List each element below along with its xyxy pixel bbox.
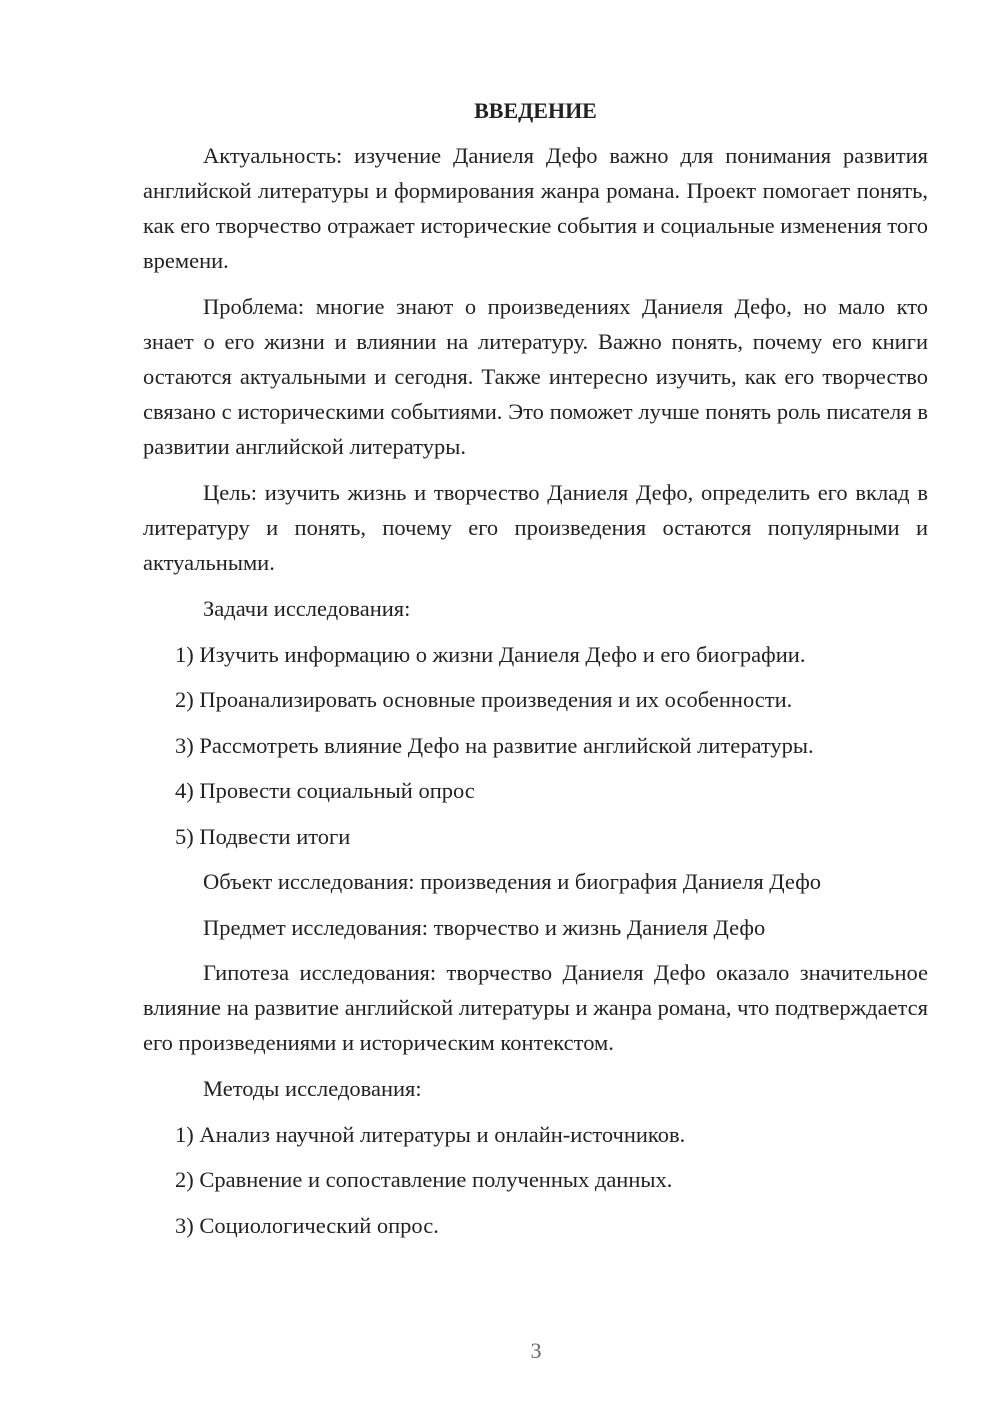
tasks-heading: Задачи исследования:	[203, 596, 411, 621]
task-item: 4) Провести социальный опрос	[175, 778, 475, 803]
method-item: 1) Анализ научной литературы и онлайн-источников.	[175, 1121, 686, 1147]
problem-paragraph: Проблема: многие знают о произведениях Даниеля Дефо, но мало кто знает о его жизни и влиянии на литературу. Важно понять, почему его книги остаются актуальными и сегодня. Также интересно изучить, как его творчество связано с историческими событиями. Это поможет лучше понять роль писателя в развитии английской литературы.	[143, 294, 928, 459]
hypothesis-paragraph: Гипотеза исследования: творчество Даниеля Дефо оказало значительное влияние на развитие английской литературы и жанра романа, что подтверждается его произведениями и историческим контекстом.	[143, 960, 928, 1055]
research-object: Объект исследования: произведения и биография Даниеля Дефо	[203, 869, 822, 894]
methods-list	[143, 1117, 928, 1243]
task-item: 3) Рассмотреть влияние Дефо на развитие английской литературы.	[175, 732, 814, 758]
task-item: 1) Изучить информацию о жизни Даниеля Дефо и его биографии.	[175, 641, 806, 667]
tasks-list	[143, 637, 928, 854]
goal-paragraph: Цель: изучить жизнь и творчество Даниеля Дефо, определить его вклад в литературу и понять, почему его произведения остаются популярными и актуальными.	[143, 480, 928, 575]
task-item: 5) Подвести итоги	[175, 823, 351, 849]
relevance-paragraph: Актуальность: изучение Даниеля Дефо важно для понимания развития английской литературы и формирования жанра романа. Проект помогает понять, как его творчество отражает исторические события и социальные изменения того времени.	[143, 143, 928, 273]
page-title: ВВЕДЕНИЕ	[474, 98, 597, 123]
task-item: 2) Проанализировать основные произведения и их особенности.	[175, 687, 793, 712]
page-number: 3	[530, 1338, 542, 1363]
methods-heading: Методы исследования:	[203, 1076, 422, 1101]
research-subject: Предмет исследования: творчество и жизнь Даниеля Дефо	[203, 914, 766, 940]
page-content	[143, 93, 928, 1253]
method-item: 2) Сравнение и сопоставление полученных данных.	[175, 1167, 673, 1192]
method-item: 3) Социологический опрос.	[175, 1212, 439, 1238]
